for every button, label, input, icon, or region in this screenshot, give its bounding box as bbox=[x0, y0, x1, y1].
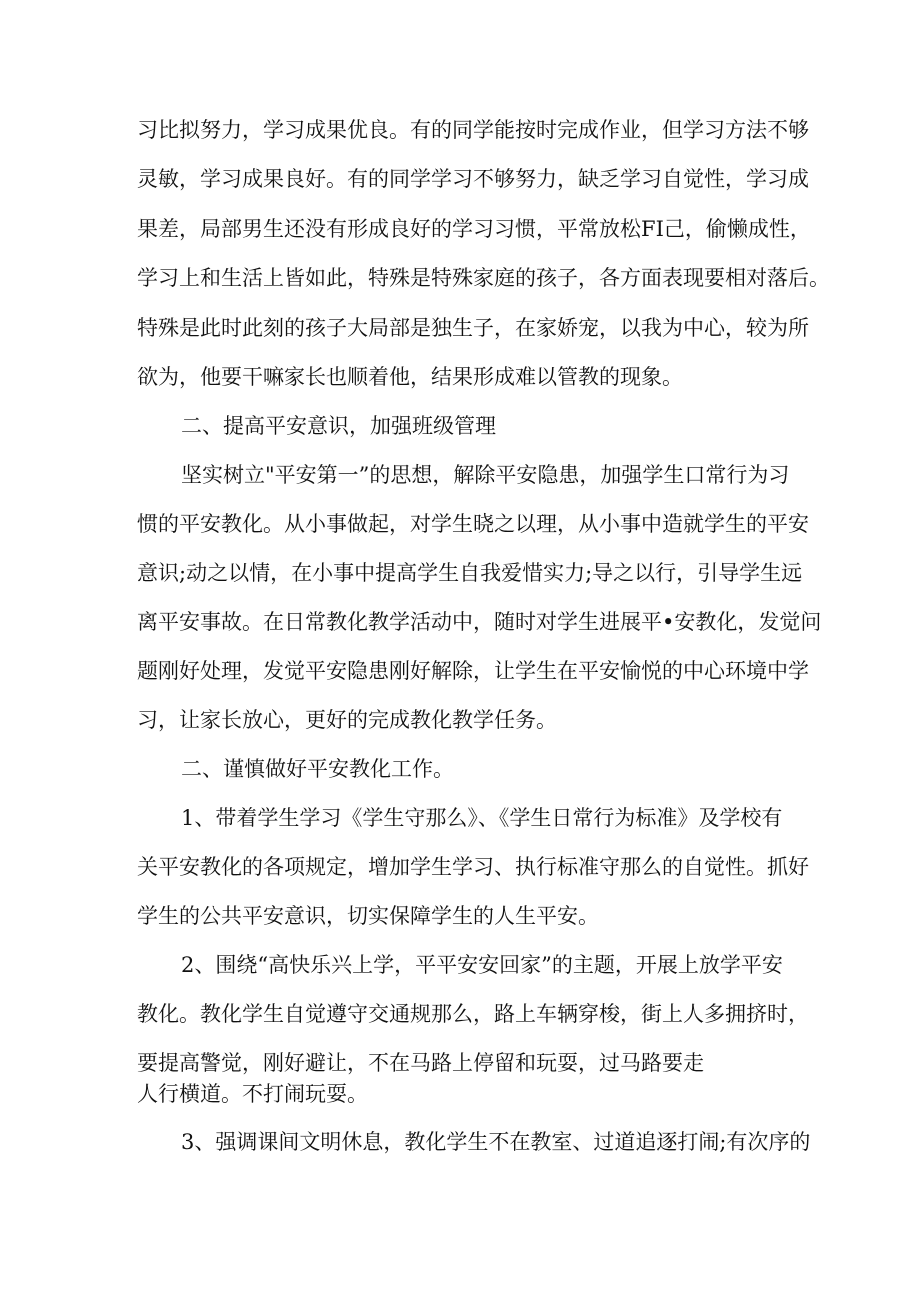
text-line: 习，让家长放心，更好的完成教化教学任务。 bbox=[137, 708, 557, 732]
text-line: 题刚好处理，发觉平安隐患刚好解除，让学生在平安愉悦的中心环境中学 bbox=[137, 659, 809, 683]
text-line: 特殊是此时此刻的孩子大局部是独生子，在家娇宠，以我为中心，较为所 bbox=[137, 316, 809, 340]
text-line: 欲为，他要干嘛家长也顺着他，结果形成难以管教的现象。 bbox=[137, 365, 683, 389]
text-line: 学习上和生活上皆如此，特殊是特殊家庭的孩子，各方面表现要相对落后。 bbox=[137, 266, 830, 290]
section-heading: 二、谨慎做好平安教化工作。 bbox=[181, 757, 454, 781]
text-line: 2、围绕“高快乐兴上学，平平安安回家”的主题，开展上放学平安 bbox=[181, 953, 783, 977]
text-line: 惯的平安教化。从小事做起，对学生晓之以理，从小事中造就学生的平安 bbox=[137, 512, 809, 536]
text-line: 灵敏，学习成果良好。有的同学学习不够努力，缺乏学习自觉性，学习成 bbox=[137, 167, 809, 191]
text-line: 3、强调课间文明休息，教化学生不在教室、过道追逐打闹;有次序的 bbox=[181, 1130, 811, 1154]
text-line: 要提高警觉，刚好避让，不在马路上停留和玩耍，过马路要走 bbox=[137, 1051, 704, 1075]
text-line: 学生的公共平安意识，切实保障学生的人生平安。 bbox=[137, 904, 599, 928]
text-line: 坚实树立"平安第一”的思想，解除平安隐患，加强学生口常行为习 bbox=[181, 463, 790, 487]
text-line: 习比拟努力，学习成果优良。有的同学能按时完成作业，但学习方法不够 bbox=[137, 118, 809, 142]
text-line: 离平安事故。在日常教化教学活动中，随时对学生进展平•安教化，发觉问 bbox=[137, 610, 822, 634]
section-heading: 二、提高平安意识，加强班级管理 bbox=[181, 414, 496, 438]
text-line: 人行横道。不打闹玩耍。 bbox=[137, 1082, 368, 1106]
text-line: 果差，局部男生还没有形成良好的学习习惯，平常放松FI己，偷懒成性， bbox=[137, 217, 811, 241]
text-line: 意识;动之以情，在小事中提高学生自我爱惜实力;导之以行，引导学生远 bbox=[137, 561, 803, 585]
text-line: 关平安教化的各项规定，增加学生学习、执行标准守那么的自觉性。抓好 bbox=[137, 855, 809, 879]
text-line: 1、带着学生学习《学生守那么》、《学生日常行为标准》及学校有 bbox=[181, 806, 783, 830]
text-line: 教化。教化学生自觉遵守交通规那么，路上车辆穿梭，街上人多拥挤时， bbox=[137, 1002, 809, 1026]
